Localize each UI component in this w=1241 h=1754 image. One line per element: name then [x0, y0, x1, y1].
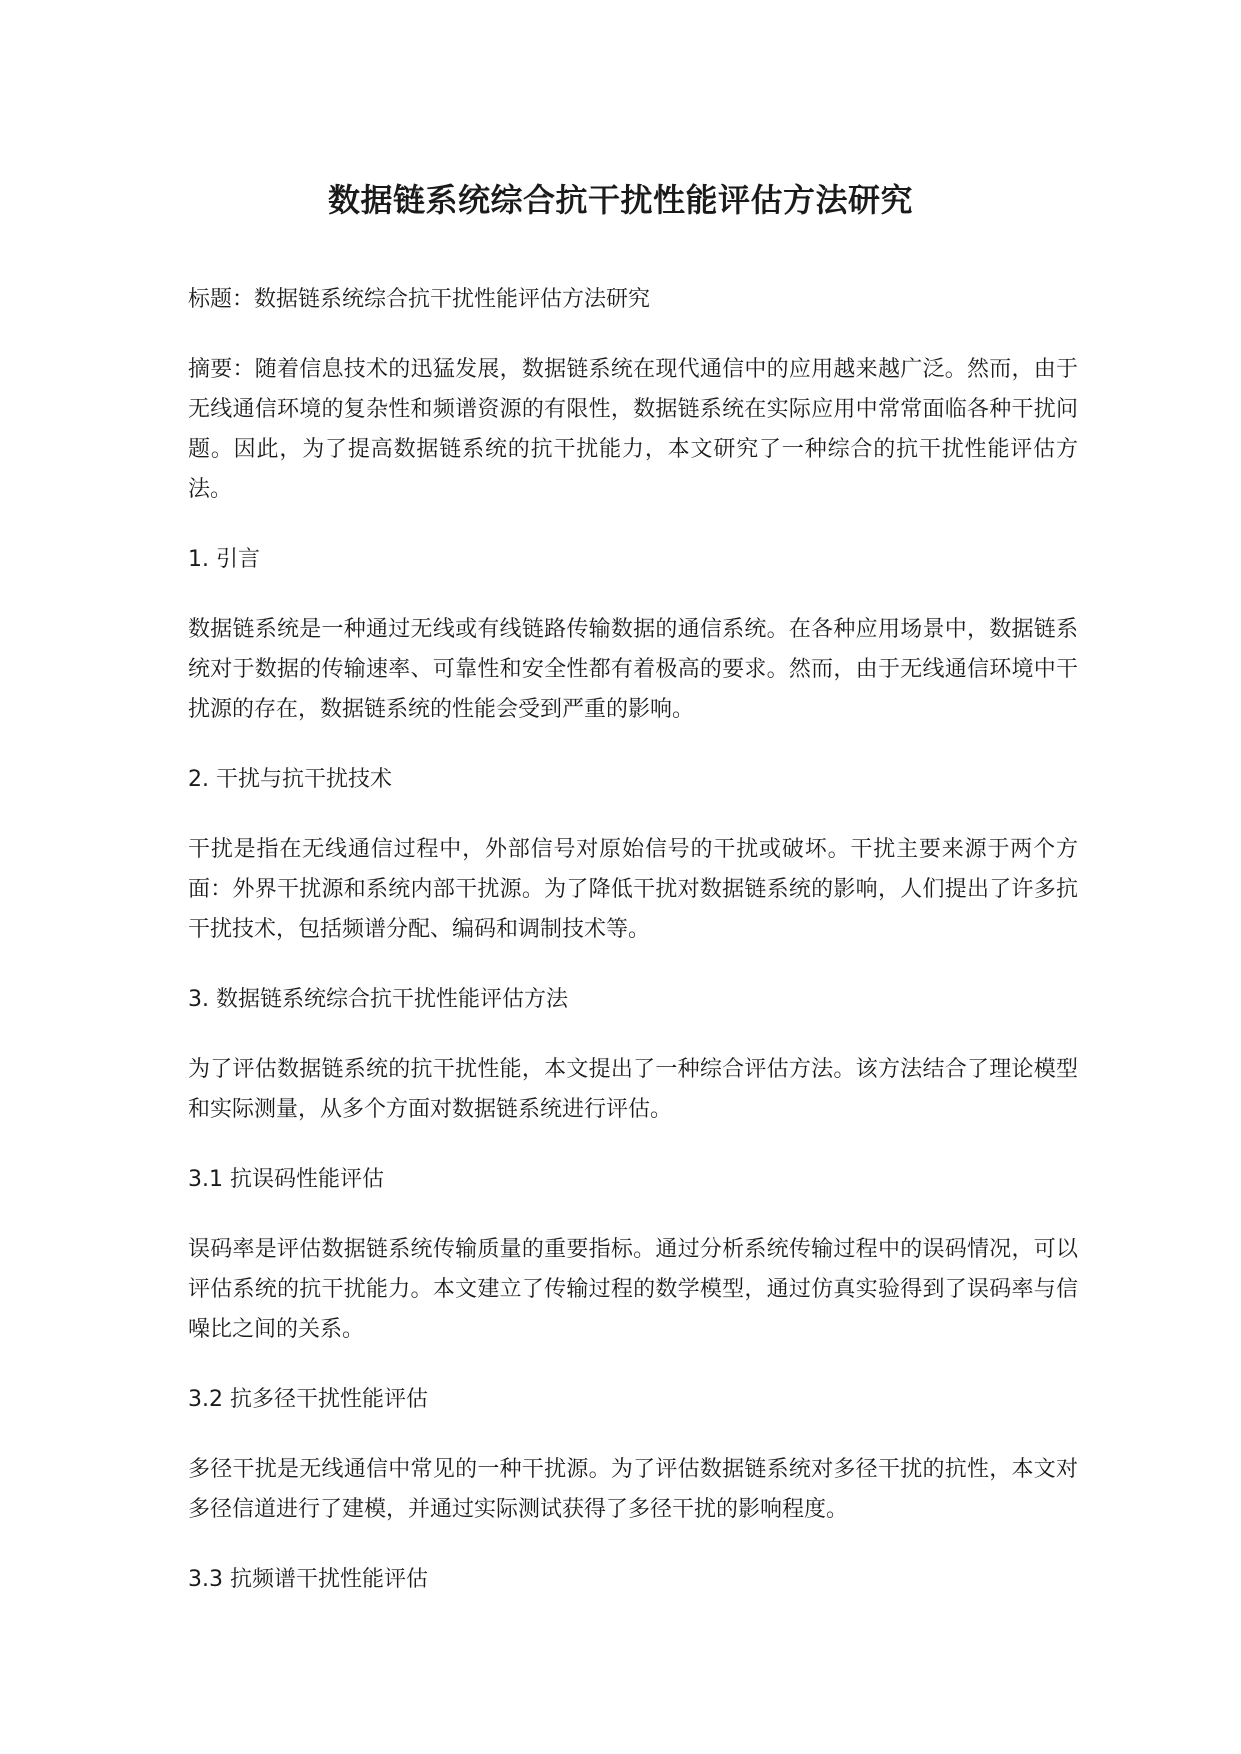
section-3-2-body: 多径干扰是无线通信中常见的一种干扰源。为了评估数据链系统对多径干扰的抗性，本文对多径信道进行了建模，并通过实际测试获得了多径干扰的影响程度。: [188, 1457, 1078, 1522]
section-3-3-heading: 3.3 抗频谱干扰性能评估: [188, 1567, 428, 1592]
section-2-heading: 2. 干扰与抗干扰技术: [188, 767, 392, 792]
section-2-body: 干扰是指在无线通信过程中，外部信号对原始信号的干扰或破坏。干扰主要来源于两个方面：外界干扰源和系统内部干扰源。为了降低干扰对数据链系统的影响，人们提出了许多抗干扰技术，包括频谱分配、编码和调制技术等。: [188, 837, 1078, 942]
section-1-body: 数据链系统是一种通过无线或有线链路传输数据的通信系统。在各种应用场景中，数据链系统对于数据的传输速率、可靠性和安全性都有着极高的要求。然而，由于无线通信环境中干扰源的存在，数据链系统的性能会受到严重的影响。: [188, 617, 1078, 722]
document-title: 数据链系统综合抗干扰性能评估方法研究: [327, 181, 913, 219]
section-3-1-body: 误码率是评估数据链系统传输质量的重要指标。通过分析系统传输过程中的误码情况，可以评估系统的抗干扰能力。本文建立了传输过程的数学模型，通过仿真实验得到了误码率与信噪比之间的关系。: [188, 1237, 1078, 1342]
title-line: 标题：数据链系统综合抗干扰性能评估方法研究: [188, 287, 651, 312]
abstract-paragraph: 摘要：随着信息技术的迅猛发展，数据链系统在现代通信中的应用越来越广泛。然而，由于无线通信环境的复杂性和频谱资源的有限性，数据链系统在实际应用中常常面临各种干扰问题。因此，为了提高数据链系统的抗干扰能力，本文研究了一种综合的抗干扰性能评估方法。: [188, 357, 1078, 502]
section-3-2-heading: 3.2 抗多径干扰性能评估: [188, 1387, 428, 1412]
document-body: [188, 280, 1078, 1630]
section-3-heading: 3. 数据链系统综合抗干扰性能评估方法: [188, 987, 568, 1012]
section-1-heading: 1. 引言: [188, 547, 260, 572]
section-3-body: 为了评估数据链系统的抗干扰性能，本文提出了一种综合评估方法。该方法结合了理论模型和实际测量，从多个方面对数据链系统进行评估。: [188, 1057, 1078, 1122]
section-3-1-heading: 3.1 抗误码性能评估: [188, 1167, 384, 1192]
